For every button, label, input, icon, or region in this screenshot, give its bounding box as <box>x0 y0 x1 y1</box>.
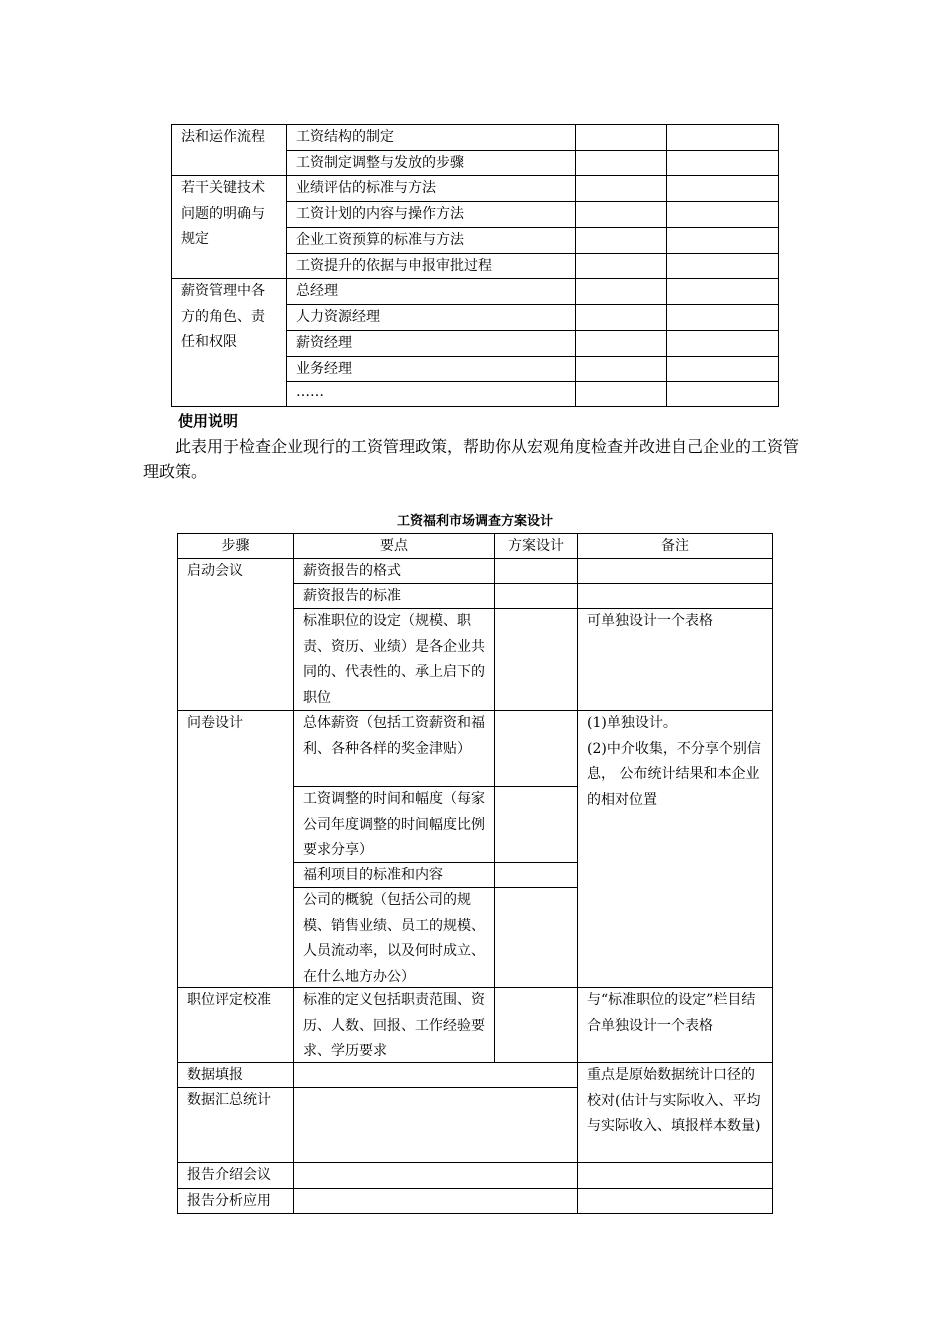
policy-item-cell: 企业工资预算的标准与方法 <box>286 227 576 254</box>
policy-blank-cell <box>666 175 779 202</box>
policy-blank-cell <box>575 253 667 279</box>
policy-blank-cell <box>666 381 779 407</box>
policy-table <box>171 124 779 407</box>
policy-item-cell: 工资提升的依据与申报审批过程 <box>286 253 576 279</box>
point-cell: 福利项目的标准和内容 <box>293 862 495 888</box>
point-cell: 工资调整的时间和幅度（每家公司年度调整的时间幅度比例要求分享） <box>293 786 495 863</box>
policy-blank-cell <box>575 381 667 407</box>
usage-heading: 使用说明 <box>178 412 239 430</box>
design-cell <box>494 558 578 584</box>
policy-blank-cell <box>666 253 779 279</box>
policy-item-cell: 业务经理 <box>286 356 576 382</box>
policy-blank-cell <box>575 175 667 202</box>
header-cell: 步骤 <box>177 533 294 559</box>
remark-line: (1)单独设计。 <box>587 715 677 731</box>
policy-item-cell: 总经理 <box>286 278 576 305</box>
point-cell: 公司的概貌（包括公司的规模、销售业绩、员工的规模、人员流动率，以及何时成立、在什么地方办公） <box>293 887 495 988</box>
step-cell: 职位评定校准 <box>177 987 294 1063</box>
remark-cell: 重点是原始数据统计口径的校对(估计与实际收入、平均与实际收入、填报样本数量) <box>577 1062 773 1163</box>
usage-text: 此表用于检查企业现行的工资管理政策，帮助你从宏观角度检查并改进自己企业的工资管理政策。 <box>143 437 800 481</box>
design-cell <box>494 862 578 888</box>
policy-group-cell: 法和运作流程 <box>171 124 287 176</box>
policy-blank-cell <box>575 124 667 151</box>
policy-blank-cell <box>666 201 779 228</box>
header-cell: 方案设计 <box>494 533 578 559</box>
policy-blank-cell <box>666 150 779 176</box>
policy-item-cell: 工资结构的制定 <box>286 124 576 151</box>
policy-item-cell: 人力资源经理 <box>286 304 576 331</box>
design-cell <box>494 887 578 988</box>
policy-blank-cell <box>575 356 667 382</box>
policy-group-cell: 若干关键技术问题的明确与规定 <box>171 175 287 279</box>
policy-blank-cell <box>575 278 667 305</box>
remark-cell <box>577 558 773 584</box>
policy-item-cell: 薪资经理 <box>286 330 576 357</box>
step-cell: 报告分析应用 <box>177 1188 294 1214</box>
policy-blank-cell <box>666 330 779 357</box>
remark-cell: 与“标准职位的设定”栏目结合单独设计一个表格 <box>577 987 773 1063</box>
policy-blank-cell <box>575 201 667 228</box>
point-cell: 总体薪资（包括工资薪资和福利、各种各样的奖金津贴） <box>293 710 495 787</box>
policy-blank-cell <box>666 227 779 254</box>
policy-blank-cell <box>575 227 667 254</box>
policy-item-cell: 工资计划的内容与操作方法 <box>286 201 576 228</box>
policy-blank-cell <box>666 124 779 151</box>
design-cell <box>494 710 578 787</box>
design-cell <box>494 987 578 1063</box>
point-cell: 薪资报告的格式 <box>293 558 495 584</box>
design-cell <box>494 583 578 609</box>
design-cell <box>494 786 578 863</box>
policy-group-cell: 薪资管理中各方的角色、责任和权限 <box>171 278 287 407</box>
policy-item-cell: 业绩评估的标准与方法 <box>286 175 576 202</box>
step-cell: 报告介绍会议 <box>177 1162 294 1189</box>
policy-blank-cell <box>666 356 779 382</box>
header-cell: 备注 <box>577 533 773 559</box>
header-cell: 要点 <box>293 533 495 559</box>
design-cell <box>494 608 578 711</box>
step-cell: 启动会议 <box>177 558 294 711</box>
survey-table-title: 工资福利市场调查方案设计 <box>396 514 553 529</box>
remark-cell <box>577 1162 773 1189</box>
remark-cell <box>577 1188 773 1214</box>
remark-cell <box>577 710 773 988</box>
step-cell: 数据汇总统计 <box>177 1087 294 1163</box>
policy-blank-cell <box>666 278 779 305</box>
policy-blank-cell <box>575 330 667 357</box>
merged-cell <box>293 1087 578 1163</box>
step-cell: 问卷设计 <box>177 710 294 988</box>
merged-cell <box>293 1162 578 1189</box>
merged-cell <box>293 1062 578 1088</box>
policy-blank-cell <box>575 150 667 176</box>
point-cell: 标准的定义包括职责范围、资历、人数、回报、工作经验要求、学历要求 <box>293 987 495 1063</box>
step-cell: 数据填报 <box>177 1062 294 1088</box>
point-cell: 标准职位的设定（规模、职责、资历、业绩）是各企业共同的、代表性的、承上启下的职位 <box>293 608 495 711</box>
remark-cell: 可单独设计一个表格 <box>577 608 773 711</box>
policy-blank-cell <box>575 304 667 331</box>
remark-cell <box>577 583 773 609</box>
policy-item-cell: …… <box>286 381 576 407</box>
merged-cell <box>293 1188 578 1214</box>
remark-line: (2)中介收集，不分享个别信息， 公布统计结果和本企业的相对位置 <box>587 740 761 808</box>
policy-blank-cell <box>666 304 779 331</box>
policy-item-cell: 工资制定调整与发放的步骤 <box>286 150 576 176</box>
survey-table <box>177 533 773 1214</box>
point-cell: 薪资报告的标准 <box>293 583 495 609</box>
